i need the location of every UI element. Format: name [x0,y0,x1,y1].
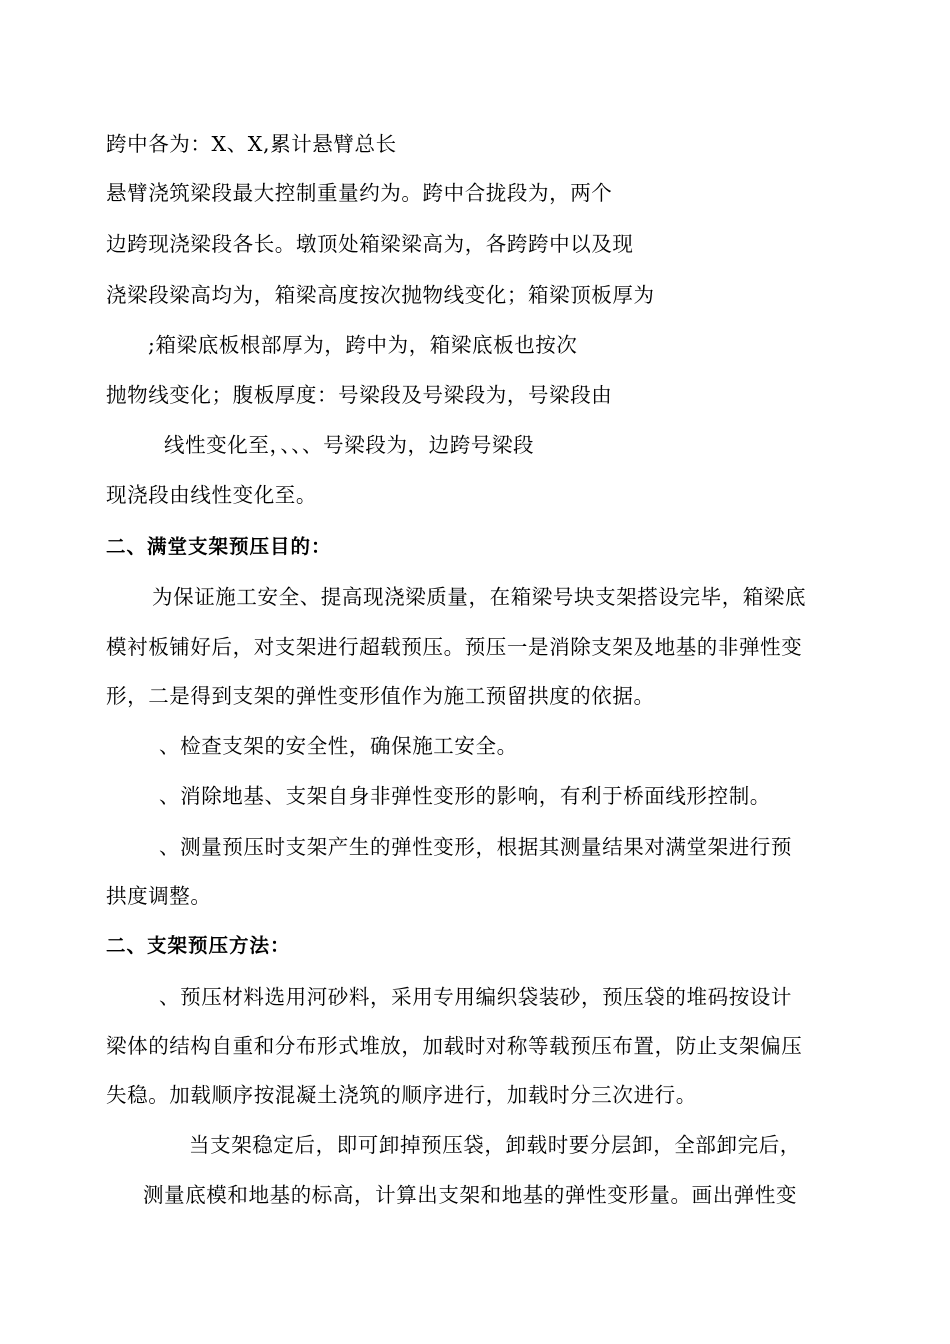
text-line: 浇梁段梁高均为，箱梁高度按次抛物线变化；箱梁顶板厚为 [106,283,655,307]
text-line: 当支架稳定后，即可卸掉预压袋，卸载时要分层卸，全部卸完后， [189,1133,801,1157]
text-line: 梁体的结构自重和分布形式堆放，加载时对称等载预压布置，防止支架偏压 [106,1034,803,1058]
text-line: 失稳。加载顺序按混凝土浇筑的顺序进行，加载时分三次进行。 [106,1083,697,1107]
text-line: 抛物线变化；腹板厚度：号梁段及号梁段为，号梁段由 [106,383,613,407]
text-line: 线性变化至，、、、号梁段为，边跨号梁段 [164,433,535,457]
text-line: 、消除地基、支架自身非弹性变形的影响，有利于桥面线形控制。 [159,784,771,808]
text-line: 边跨现浇梁段各长。墩顶处箱梁梁高为，各跨跨中以及现 [106,232,634,256]
text-line: 为保证施工安全、提高现浇梁质量，在箱梁号块支架搭设完毕，箱梁底 [152,585,807,609]
section-heading: 二、满堂支架预压目的： [106,535,332,558]
text-line: 、测量预压时支架产生的弹性变形，根据其测量结果对满堂架进行预 [159,835,792,859]
text-line: 现浇段由线性变化至。 [106,483,317,507]
text-line: 模衬板铺好后，对支架进行超载预压。预压一是消除支架及地基的非弹性变 [106,635,803,659]
text-line: 形，二是得到支架的弹性变形值作为施工预留拱度的依据。 [106,684,655,708]
text-line: 、预压材料选用河砂料，采用专用编织袋装砂，预压袋的堆码按设计 [159,985,792,1009]
section-heading: 二、支架预压方法： [106,934,291,957]
text-line: 测量底模和地基的标高，计算出支架和地基的弹性变形量。画出弹性变 [143,1183,798,1207]
text-line: ;箱梁底板根部厚为，跨中为，箱梁底板也按次 [148,333,578,357]
text-line: 跨中各为：X、X,累计悬臂总长 [106,132,397,156]
text-line: 悬臂浇筑梁段最大控制重量约为。跨中合拢段为，两个 [106,181,613,205]
text-line: 、检查支架的安全性，确保施工安全。 [159,734,518,758]
text-line: 拱度调整。 [106,884,212,908]
